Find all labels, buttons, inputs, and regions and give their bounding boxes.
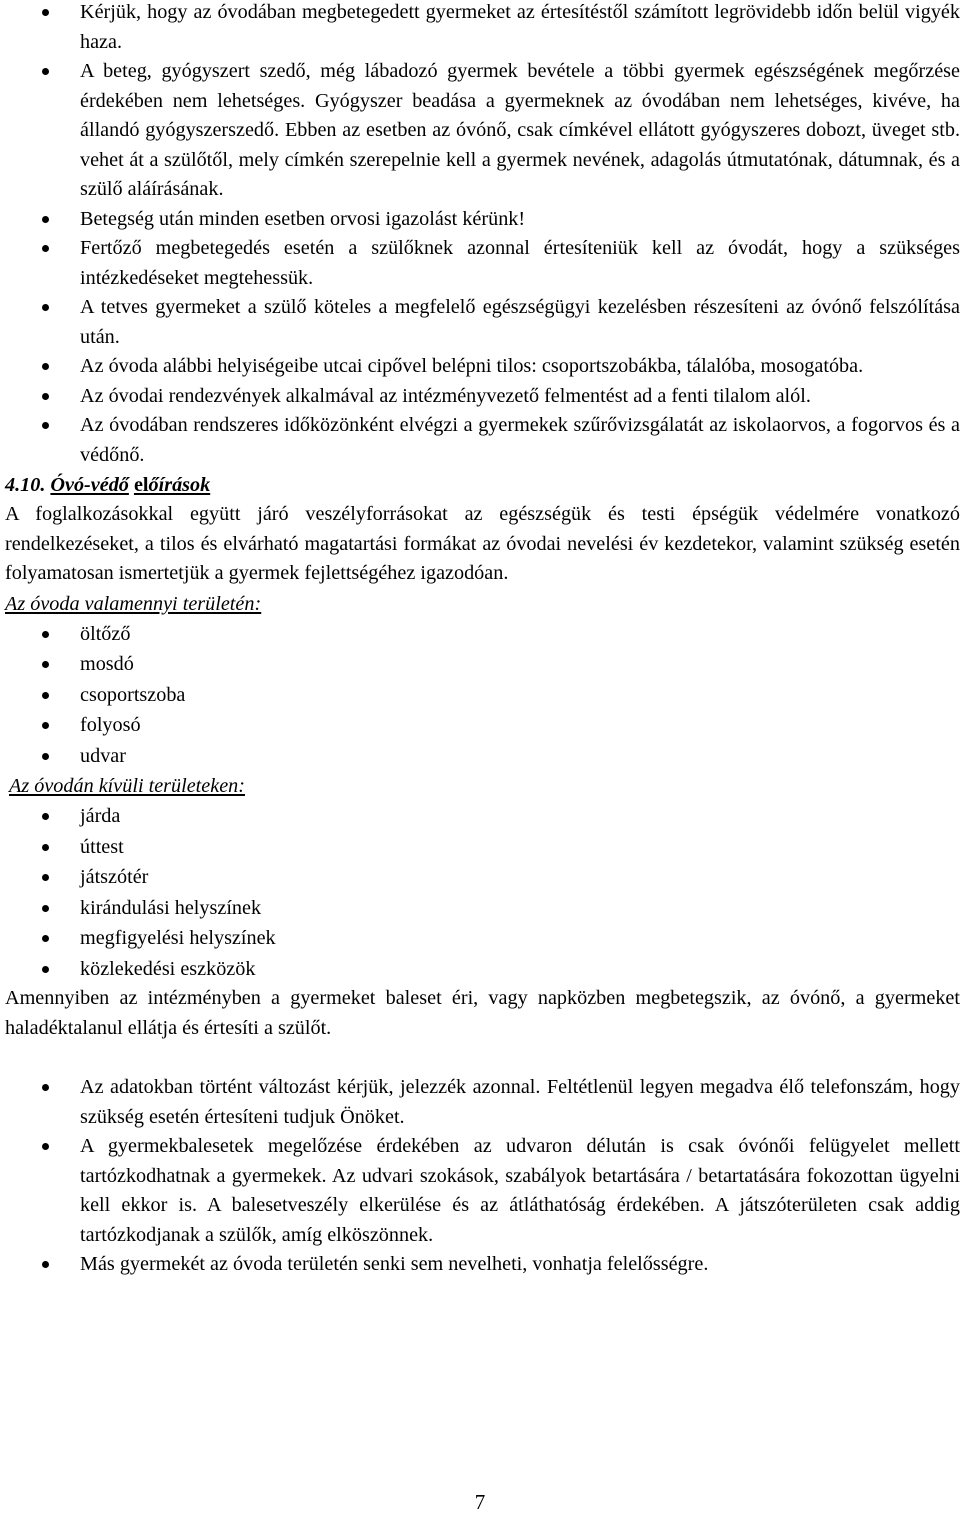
list-item xyxy=(5,923,960,954)
bullet-icon xyxy=(42,753,49,760)
list-item xyxy=(5,893,960,924)
bullet-icon xyxy=(42,1084,49,1091)
list-item-text: Az óvodai rendezvények alkalmával az intézményvezető felmentést ad a fenti tilalom alól. xyxy=(80,384,811,407)
list-item-text: Az óvodában rendszeres időközönként elvégzi a gyermekek szűrővizsgálatát az iskolaorvos, a fogorvos és a védőnő. xyxy=(80,414,960,466)
list-item-text: Fertőző megbetegedés esetén a szülőknek azonnal értesíteniük kell az óvodát, hogy a szükséges intézkedéseket megtehessük. xyxy=(80,237,960,289)
inside-areas-list xyxy=(5,619,960,772)
inside-areas-heading: Az óvoda valamennyi területén: xyxy=(5,592,262,615)
list-item xyxy=(5,352,960,382)
list-item-text: mosdó xyxy=(80,653,134,675)
page-number: 7 xyxy=(474,1490,486,1514)
list-item-text: A tetves gyermeket a szülő köteles a megfelelő egészségügyi kezelésben részesíteni az óvónő felszólítása után. xyxy=(80,296,960,348)
bullet-icon xyxy=(42,935,49,942)
bullet-icon xyxy=(42,692,49,699)
list-item-text: Más gyermekét az óvoda területén senki sem nevelheti, vonhatja felelősségre. xyxy=(80,1253,709,1275)
list-item xyxy=(5,1073,960,1132)
list-item-text: Betegség után minden esetben orvosi igazolást kérünk! xyxy=(80,207,526,230)
bullet-icon xyxy=(42,661,49,668)
list-item-text: Az adatokban történt változást kérjük, jelezzék azonnal. Feltétlenül legyen megadva élő telefonszám, hogy szükség esetén értesíteni tudjuk Önöket. xyxy=(80,1076,960,1128)
list-item-text: folyosó xyxy=(80,714,141,736)
bullet-icon xyxy=(42,393,49,400)
list-item xyxy=(5,862,960,893)
intro-paragraph: A foglalkozásokkal együtt járó veszélyforrásokat az egészségük és testi épségük védelmére vonatkozó rendelkezéseket, a tilos és elvárható magatartási formákat az óvodai nevelési év kezdetekor, valamint szükség esetén folyamatosan ismertetjük a gyermek fejlettségéhez igazodóan. xyxy=(5,503,960,584)
list-item-text: játszótér xyxy=(80,866,149,888)
bullet-icon xyxy=(42,68,49,75)
bullet-icon xyxy=(42,422,49,429)
list-item xyxy=(5,411,960,470)
list-item-text: öltőző xyxy=(80,622,131,645)
list-item-text: megfigyelési helyszínek xyxy=(80,927,276,949)
list-item xyxy=(5,801,960,832)
list-item xyxy=(5,1132,960,1250)
bullet-icon xyxy=(42,363,49,370)
document-page xyxy=(5,0,960,1280)
list-item-text: Kérjük, hogy az óvodában megbetegedett gyermeket az értesítéstől számított legrövidebb időn belül vigyék haza. xyxy=(80,1,960,53)
bullet-icon xyxy=(42,813,49,820)
bullet-icon xyxy=(42,844,49,851)
outside-areas-heading: Az óvodán kívüli területeken: xyxy=(9,775,245,797)
list-item xyxy=(5,234,960,293)
bullet-icon xyxy=(42,245,49,252)
list-item-text: Az óvoda alábbi helyiségeibe utcai cipővel belépni tilos: csoportszobákba, tálalóba, mosogatóba. xyxy=(80,355,864,377)
bullet-icon xyxy=(42,216,49,223)
list-item xyxy=(5,741,960,772)
list-item xyxy=(5,382,960,412)
parent-notices-list xyxy=(5,1073,960,1280)
list-item-text: járda xyxy=(80,805,121,827)
bullet-icon xyxy=(42,304,49,311)
list-item-text: A gyermekbalesetek megelőzése érdekében az udvaron délután is csak óvónői felügyelet mellett tartózkodhatnak a gyermekek. Az udvari szokások, szabályok betartására / betartatására fokozottan ügyelni kell ekkor is. A balesetveszély elkerülése és az átláthatóság érdekében. A játszóterületen csak addig tartózkodjanak a szülők, amíg elköszönnek. xyxy=(80,1135,960,1246)
outside-areas-list xyxy=(5,801,960,984)
list-item xyxy=(5,710,960,741)
bullet-icon xyxy=(42,874,49,881)
section-title-part: el xyxy=(133,474,149,496)
bullet-icon xyxy=(42,722,49,729)
bullet-icon xyxy=(42,9,49,16)
list-item xyxy=(5,832,960,863)
list-item-text: úttest xyxy=(80,835,124,858)
health-rules-list xyxy=(5,0,960,470)
list-item xyxy=(5,1250,960,1280)
bullet-icon xyxy=(42,1261,49,1268)
bullet-icon xyxy=(42,966,49,973)
section-title-part: Óvó-védő xyxy=(50,474,129,496)
list-item-text: közlekedési eszközök xyxy=(80,957,256,980)
section-heading xyxy=(5,471,960,500)
bullet-icon xyxy=(42,1143,49,1150)
list-item xyxy=(5,680,960,711)
section-number: 4.10. xyxy=(5,474,46,496)
accident-paragraph: Amennyiben az intézményben a gyermeket baleset éri, vagy napközben megbetegszik, az óvónő, a gyermeket haladéktalanul ellátja és értesíti a szülőt. xyxy=(5,987,960,1039)
bullet-icon xyxy=(42,905,49,912)
list-item-text: kirándulási helyszínek xyxy=(80,896,262,919)
list-item-text: udvar xyxy=(80,744,126,767)
list-item xyxy=(5,954,960,985)
bullet-icon xyxy=(42,631,49,638)
list-item xyxy=(5,0,960,57)
section-title-part: őírások xyxy=(148,474,211,496)
list-item xyxy=(5,205,960,235)
list-item-text: csoportszoba xyxy=(80,683,186,706)
list-item-text: A beteg, gyógyszert szedő, még lábadozó gyermek bevétele a többi gyermek egészségének megőrzése érdekében nem lehetséges. Gyógyszer beadása a gyermeknek az óvodában nem lehetséges, kivéve, ha állandó gyógyszerszedő. Ebben az esetben az óvónő, csak címkével ellátott gyógyszeres dobozt, üveget stb. vehet át a szülőtől, mely címkén szerepelnie kell a gyermek nevének, adagolás útmutatónak, dátumnak, és a szülő aláírásának. xyxy=(80,60,960,200)
list-item xyxy=(5,619,960,650)
list-item xyxy=(5,293,960,352)
list-item xyxy=(5,649,960,680)
list-item xyxy=(5,57,960,205)
